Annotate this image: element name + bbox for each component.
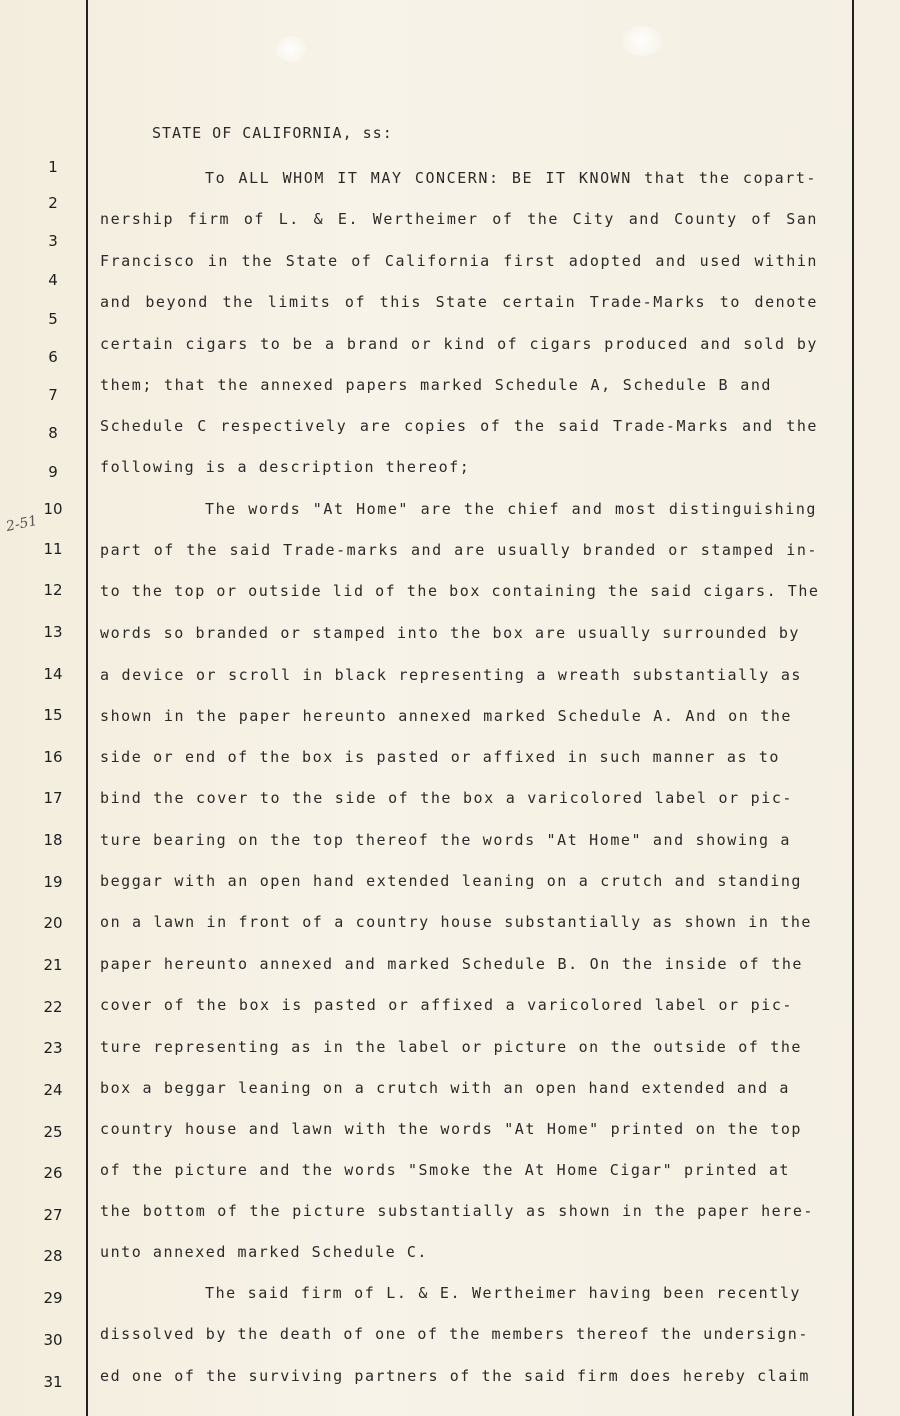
line-number: 6 xyxy=(48,348,58,366)
text-line: to the top or outside lid of the box containing the said cigars. The xyxy=(100,582,820,600)
line-number: 25 xyxy=(43,1123,63,1141)
text-line: paper hereunto annexed and marked Schedule B. On the inside of the xyxy=(100,955,803,973)
line-number: 10 xyxy=(43,500,63,518)
line-number: 13 xyxy=(43,623,63,641)
line-number: 4 xyxy=(48,271,58,289)
paper-smudge xyxy=(276,36,306,62)
paper-smudge xyxy=(622,26,662,56)
line-number: 28 xyxy=(43,1247,63,1265)
line-number: 16 xyxy=(43,748,63,766)
line-number: 23 xyxy=(43,1039,63,1057)
line-number: 8 xyxy=(48,424,58,442)
text-line: beggar with an open hand extended leaning on a crutch and standing xyxy=(100,872,802,890)
line-number: 19 xyxy=(43,873,63,891)
text-line: the bottom of the picture substantially as shown in the paper here- xyxy=(100,1202,814,1220)
text-line: shown in the paper hereunto annexed marked Schedule A. And on the xyxy=(100,707,792,725)
text-line: part of the said Trade-marks and are usually branded or stamped in- xyxy=(100,541,818,559)
line-number: 29 xyxy=(43,1289,63,1307)
text-line: unto annexed marked Schedule C. xyxy=(100,1243,429,1261)
text-line: To ALL WHOM IT MAY CONCERN: BE IT KNOWN that the copart- xyxy=(205,169,817,187)
line-number: 5 xyxy=(48,310,58,328)
line-number: 2 xyxy=(48,194,58,212)
text-line: Schedule C respectively are copies of the said Trade-Marks and the xyxy=(100,417,818,435)
line-number: 31 xyxy=(43,1373,63,1391)
line-number: 9 xyxy=(48,463,58,481)
text-line: of the picture and the words "Smoke the At Home Cigar" printed at xyxy=(100,1161,790,1179)
text-line: certain cigars to be a brand or kind of cigars produced and sold by xyxy=(100,335,818,353)
text-line: nership firm of L. & E. Wertheimer of the City and County of San xyxy=(100,210,818,228)
line-number: 27 xyxy=(43,1206,63,1224)
text-line: country house and lawn with the words "At Home" printed on the top xyxy=(100,1120,802,1138)
text-line: them; that the annexed papers marked Schedule A, Schedule B and xyxy=(100,376,772,394)
text-line: Francisco in the State of California first adopted and used within xyxy=(100,252,818,270)
text-line: The words "At Home" are the chief and most distinguishing xyxy=(205,500,817,518)
line-number: 30 xyxy=(43,1331,63,1349)
line-number: 24 xyxy=(43,1081,63,1099)
line-number: 3 xyxy=(48,232,58,250)
text-line: following is a description thereof; xyxy=(100,458,471,476)
text-line: cover of the box is pasted or affixed a varicolored label or pic- xyxy=(100,996,793,1014)
left-margin-rule xyxy=(86,0,88,1416)
line-number: 18 xyxy=(43,831,63,849)
text-line: box a beggar leaning on a crutch with an open hand extended and a xyxy=(100,1079,790,1097)
line-number: 20 xyxy=(43,914,63,932)
text-line: ture representing as in the label or picture on the outside of the xyxy=(100,1038,802,1056)
document-heading: STATE OF CALIFORNIA, ss: xyxy=(152,124,393,142)
line-number: 12 xyxy=(43,581,63,599)
line-number: 1 xyxy=(48,158,58,176)
line-number: 22 xyxy=(43,998,63,1016)
text-line: a device or scroll in black representing a wreath substantially as xyxy=(100,666,802,684)
text-line: words so branded or stamped into the box are usually surrounded by xyxy=(100,624,800,642)
line-number: 21 xyxy=(43,956,63,974)
line-number: 15 xyxy=(43,706,63,724)
text-line: and beyond the limits of this State certain Trade-Marks to denote xyxy=(100,293,818,311)
text-line: ed one of the surviving partners of the said firm does hereby claim xyxy=(100,1367,810,1385)
text-line: dissolved by the death of one of the members thereof the undersign- xyxy=(100,1325,809,1343)
text-line: bind the cover to the side of the box a varicolored label or pic- xyxy=(100,789,793,807)
text-line: on a lawn in front of a country house substantially as shown in the xyxy=(100,913,812,931)
line-number: 17 xyxy=(43,789,63,807)
text-line: side or end of the box is pasted or affixed in such manner as to xyxy=(100,748,780,766)
line-number: 26 xyxy=(43,1164,63,1182)
line-number: 7 xyxy=(48,386,58,404)
text-line: The said firm of L. & E. Wertheimer having been recently xyxy=(205,1284,801,1302)
line-number: 14 xyxy=(43,665,63,683)
right-margin-rule xyxy=(852,0,854,1416)
text-line: ture bearing on the top thereof the words "At Home" and showing a xyxy=(100,831,791,849)
line-number: 11 xyxy=(43,540,63,558)
handwritten-annotation: 2-51 xyxy=(4,512,39,536)
